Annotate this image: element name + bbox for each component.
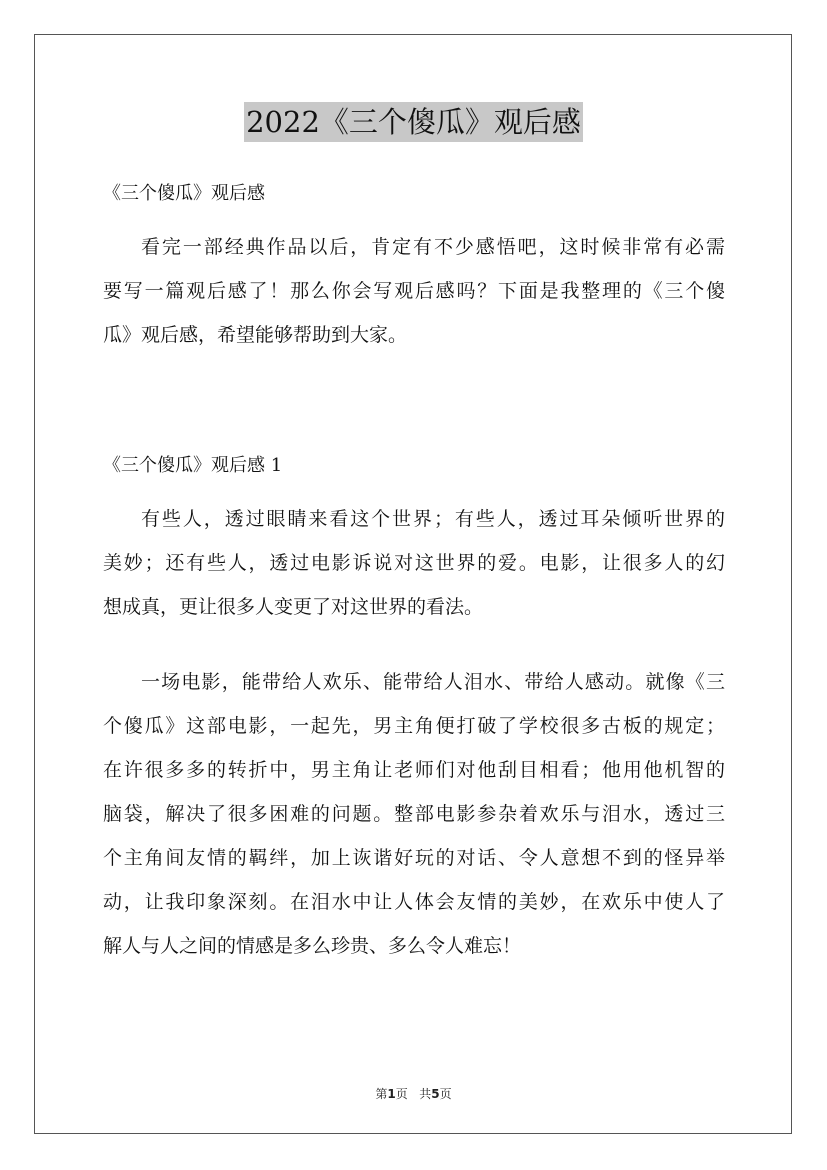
document-title (0, 102, 827, 142)
paragraph-line: 看完一部经典作品以后，肯定有不少感悟吧，这时候非常有必需 (141, 236, 725, 258)
footer-prefix: 第 (375, 1087, 388, 1101)
intro-heading: 《三个傻瓜》观后感 (103, 183, 265, 204)
intro-paragraph (103, 235, 725, 367)
paragraph-line: 脑袋，解决了很多困难的问题。整部电影参杂着欢乐与泪水，透过三 (103, 803, 725, 825)
page-footer (0, 1085, 827, 1102)
section1-paragraph2 (103, 670, 725, 978)
paragraph-line: 个主角间友情的羁绊，加上诙谐好玩的对话、令人意想不到的怪异举 (103, 847, 725, 869)
paragraph-line: 在许很多多的转折中，男主角让老师们对他刮目相看；他用他机智的 (103, 759, 725, 781)
footer-total-pages: 5 (431, 1087, 440, 1101)
footer-middle: 页 共 (395, 1087, 432, 1101)
paragraph-line: 要写一篇观后感了！那么你会写观后感吗？下面是我整理的《三个傻 (103, 280, 725, 302)
paragraph-line: 美妙；还有些人，透过电影诉说对这世界的爱。电影，让很多人的幻 (103, 552, 725, 574)
footer-suffix: 页 (439, 1087, 452, 1101)
section1-paragraph1 (103, 507, 725, 639)
paragraph-line: 个傻瓜》这部电影，一起先，男主角便打破了学校很多古板的规定； (103, 715, 725, 737)
footer-current-page: 1 (387, 1087, 396, 1101)
paragraph-line: 解人与人之间的情感是多么珍贵、多么令人难忘！ (103, 935, 522, 957)
document-title-text: 2022《三个傻瓜》观后感 (244, 102, 583, 142)
paragraph-line: 一场电影，能带给人欢乐、能带给人泪水、带给人感动。就像《三 (141, 671, 725, 693)
paragraph-line: 瓜》观后感，希望能够帮助到大家。 (103, 324, 408, 346)
paragraph-line: 有些人，透过眼睛来看这个世界；有些人，透过耳朵倾听世界的 (141, 508, 725, 530)
paragraph-line: 动，让我印象深刻。在泪水中让人体会友情的美妙，在欢乐中使人了 (103, 891, 725, 913)
paragraph-line: 想成真，更让很多人变更了对这世界的看法。 (103, 596, 484, 618)
section1-heading: 《三个傻瓜》观后感 1 (103, 455, 283, 476)
